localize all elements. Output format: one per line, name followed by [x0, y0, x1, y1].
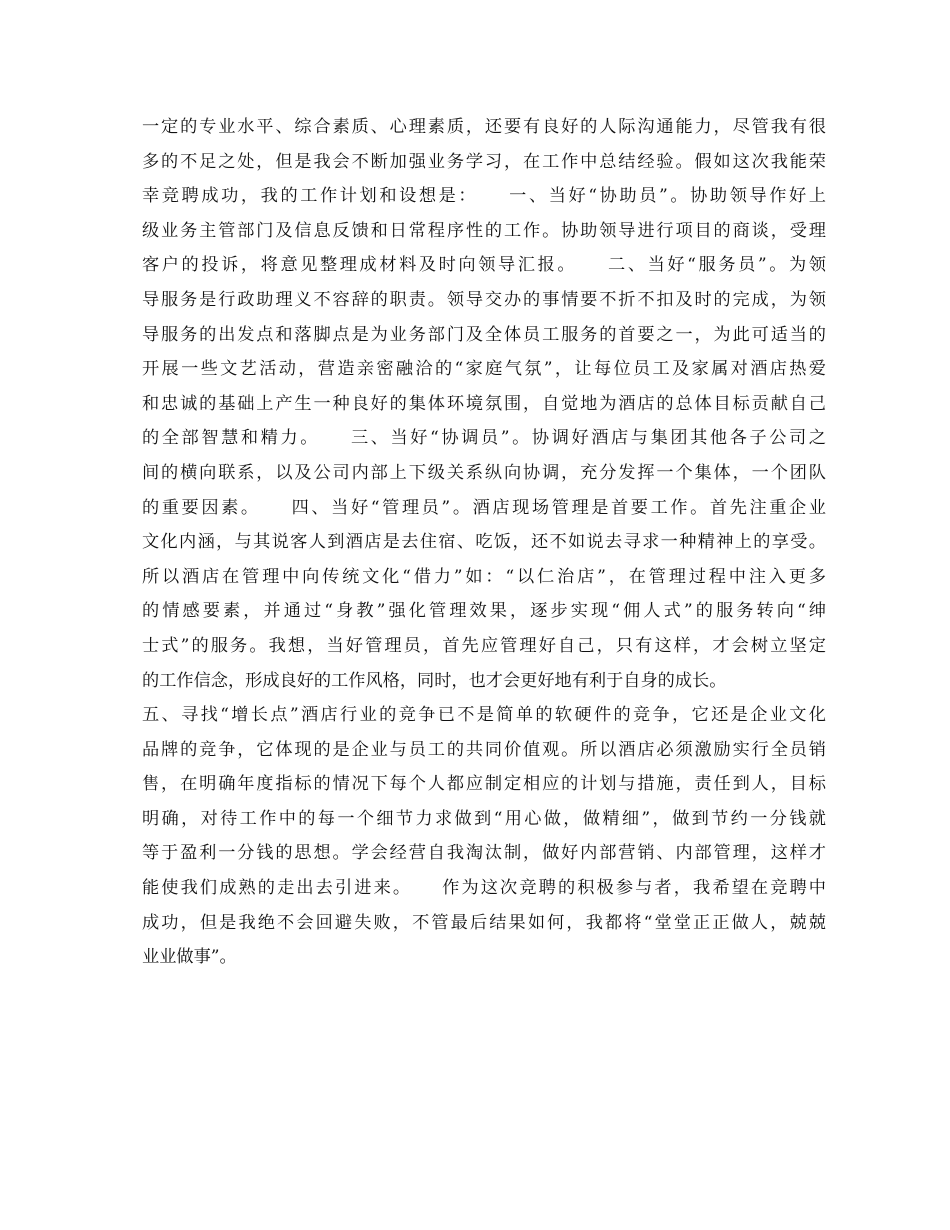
text-line-10: 的全部智慧和精力。 三、当好“协调员”。协调好酒店与集团其他各子公司之 — [142, 428, 826, 449]
text-line-18: 五、寻找“增长点”酒店行业的竞争已不是简单的软硬件的竞争，它还是企业文化 — [142, 705, 826, 726]
text-line-7: 导服务的出发点和落脚点是为业务部门及全体员工服务的首要之一，为此可适当的 — [142, 324, 826, 345]
text-line-3: 幸竞聘成功，我的工作计划和设想是： 一、当好“协助员”。协助领导作好上 — [142, 186, 826, 207]
text-line-6: 导服务是行政助理义不容辞的职责。领导交办的事情要不折不扣及时的完成，为领 — [142, 289, 826, 310]
text-line-2: 多的不足之处，但是我会不断加强业务学习，在工作中总结经验。假如这次我能荣 — [142, 151, 826, 172]
text-line-8: 开展一些文艺活动，营造亲密融洽的“家庭气氛”，让每位员工及家属对酒店热爱 — [142, 359, 826, 380]
text-line-16: 士式”的服务。我想，当好管理员，首先应管理好自己，只有这样，才会树立坚定 — [142, 635, 826, 656]
text-line-13: 文化内涵，与其说客人到酒店是去住宿、吃饭，还不如说去寻求一种精神上的享受。 — [142, 532, 826, 553]
text-line-14: 所以酒店在管理中向传统文化“借力”如：“以仁治店”，在管理过程中注入更多 — [142, 566, 826, 587]
text-line-17: 的工作信念，形成良好的工作风格，同时，也才会更好地有利于自身的成长。 — [142, 670, 727, 691]
text-line-15: 的情感要素，并通过“身教”强化管理效果，逐步实现“佣人式”的服务转向“绅 — [142, 601, 826, 622]
text-line-5: 客户的投诉，将意见整理成材料及时向领导汇报。 二、当好“服务员”。为领 — [142, 255, 826, 276]
body-text — [142, 110, 826, 975]
text-line-11: 间的横向联系，以及公司内部上下级关系纵向协调，充分发挥一个集体，一个团队 — [142, 462, 826, 483]
text-line-23: 能使我们成熟的走出去引进来。 作为这次竞聘的积极参与者，我希望在竞聘中 — [142, 878, 826, 899]
text-line-21: 明确，对待工作中的每一个细节力求做到“用心做，做精细”，做到节约一分钱就 — [142, 808, 826, 829]
text-line-22: 等于盈利一分钱的思想。学会经营自我淘汰制，做好内部营销、内部管理，这样才 — [142, 843, 826, 864]
text-line-12: 的重要因素。 四、当好“管理员”。酒店现场管理是首要工作。首先注重企业 — [142, 497, 826, 518]
text-line-9: 和忠诚的基础上产生一种良好的集体环境氛围，自觉地为酒店的总体目标贡献自己 — [142, 393, 826, 414]
text-line-25: 业业做事”。 — [142, 947, 237, 968]
text-line-4: 级业务主管部门及信息反馈和日常程序性的工作。协助领导进行项目的商谈，受理 — [142, 220, 826, 241]
text-line-24: 成功，但是我绝不会回避失败，不管最后结果如何，我都将“堂堂正正做人，兢兢 — [142, 912, 826, 933]
text-line-20: 售，在明确年度指标的情况下每个人都应制定相应的计划与措施，责任到人，目标 — [142, 774, 826, 795]
text-line-19: 品牌的竞争，它体现的是企业与员工的共同价值观。所以酒店必须激励实行全员销 — [142, 739, 826, 760]
text-line-1: 一定的专业水平、综合素质、心理素质，还要有良好的人际沟通能力，尽管我有很 — [142, 117, 826, 137]
